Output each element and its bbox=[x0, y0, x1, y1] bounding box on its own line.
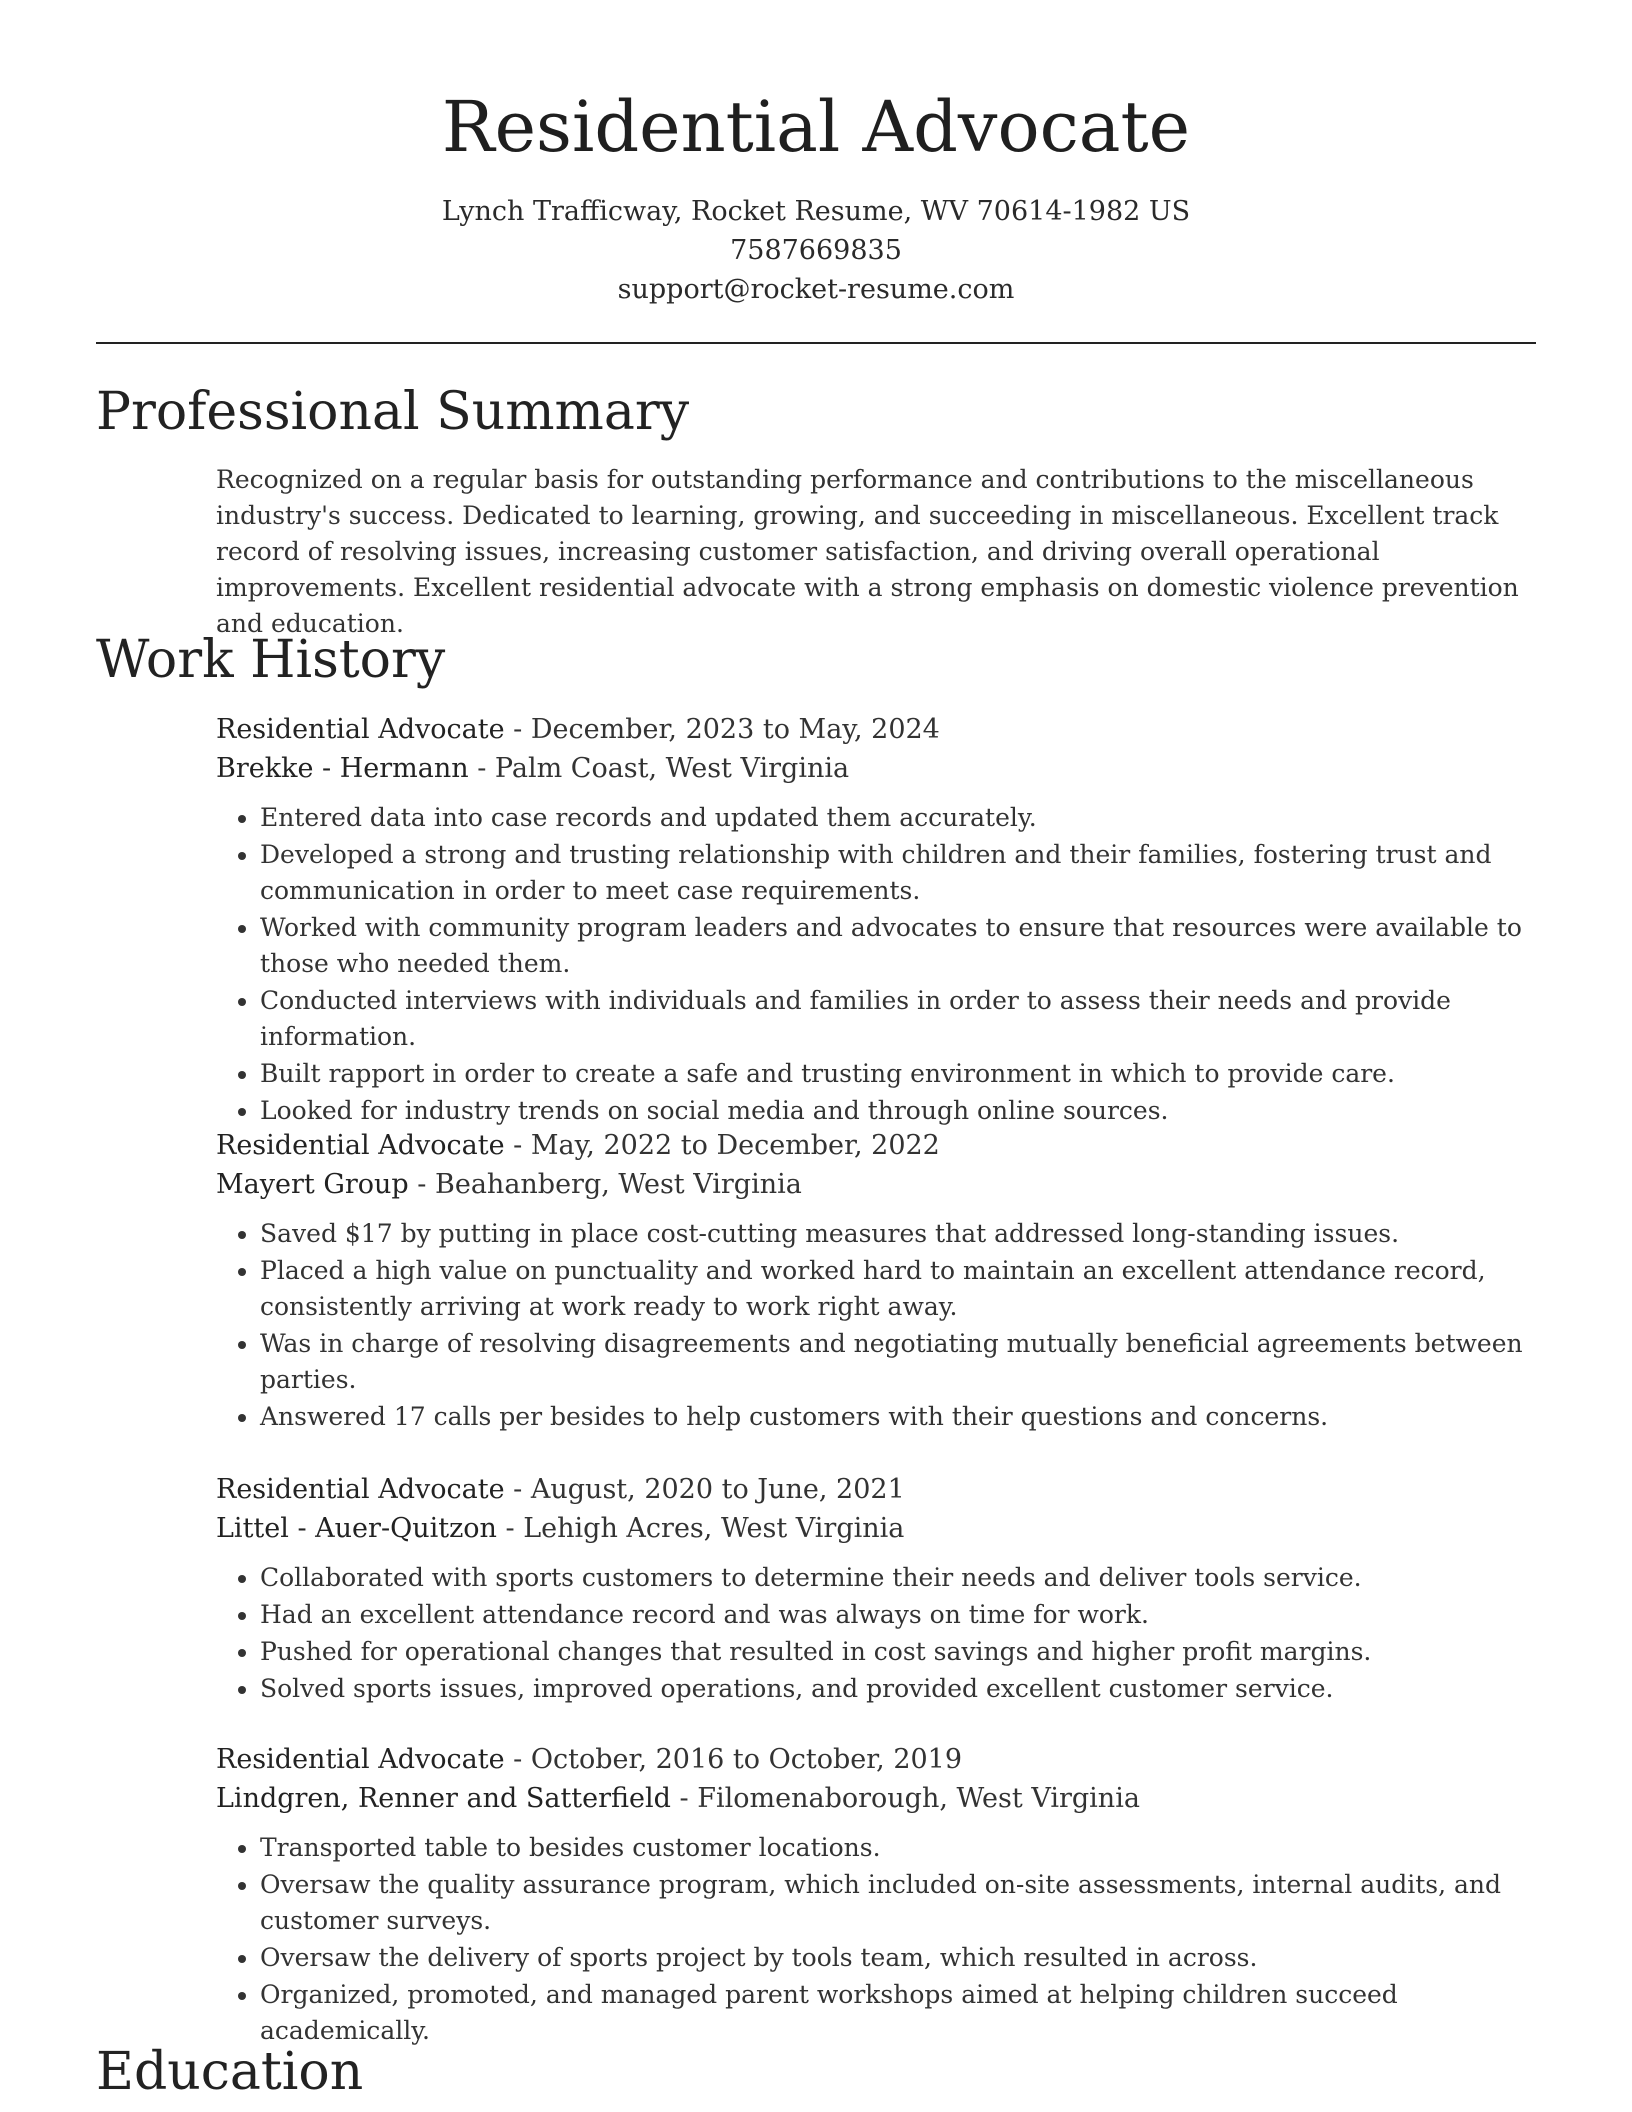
job-company: Lindgren, Renner and Satterfield bbox=[216, 1783, 671, 1814]
job-title-line bbox=[216, 710, 1541, 749]
job-bullet: • Solved sports issues, improved operations, and provided excellent customer service. bbox=[260, 1671, 1541, 1707]
job-bullet: • Looked for industry trends on social media and through online sources. bbox=[260, 1093, 1541, 1129]
job-bullet: • Collaborated with sports customers to determine their needs and deliver tools service. bbox=[260, 1560, 1541, 1596]
job-bullet: • Conducted interviews with individuals and families in order to assess their needs and provide information. bbox=[260, 983, 1541, 1055]
job-bullet-list bbox=[216, 800, 1541, 1129]
job-bullet-list bbox=[216, 1560, 1541, 1707]
job-dates: - August, 2020 to June, 2021 bbox=[504, 1474, 905, 1505]
contact-phone: 7587669835 bbox=[730, 235, 902, 266]
job-company: Mayert Group bbox=[216, 1169, 409, 1200]
job-title-line bbox=[216, 1470, 1541, 1509]
job-location: - Palm Coast, West Virginia bbox=[468, 753, 850, 784]
job-bullet: • Oversaw the delivery of sports project by tools team, which resulted in across. bbox=[260, 1940, 1541, 1976]
summary-text: Recognized on a regular basis for outstanding performance and contributions to the miscellaneous industry's success. Dedicated to learning, growing, and succeeding in miscellaneous. Excellent track record of resolving issues, increasing customer satisfaction, and driving overall operational improvements. Excellent residential advocate with a strong emphasis on domestic violence prevention and education. bbox=[216, 465, 1519, 638]
job-title: Residential Advocate bbox=[216, 1474, 505, 1505]
job-dates: - December, 2023 to May, 2024 bbox=[504, 714, 940, 745]
education-section-title: Education bbox=[96, 2042, 364, 2102]
job-company-line bbox=[216, 749, 1541, 788]
job-bullet: • Worked with community program leaders and advocates to ensure that resources were available to those who needed them. bbox=[260, 910, 1541, 982]
resume-name-heading: Residential Advocate bbox=[441, 86, 1191, 168]
job-bullet: • Entered data into case records and updated them accurately. bbox=[260, 800, 1541, 836]
job-company-line bbox=[216, 1165, 1541, 1204]
job-title-line bbox=[216, 1126, 1541, 1165]
job-dates: - October, 2016 to October, 2019 bbox=[504, 1744, 963, 1775]
job-bullet: • Developed a strong and trusting relationship with children and their families, fostering trust and communication in order to meet case requirements. bbox=[260, 837, 1541, 909]
job-bullet: • Built rapport in order to create a safe and trusting environment in which to provide care. bbox=[260, 1056, 1541, 1092]
job-bullet-list bbox=[216, 1216, 1541, 1435]
job-bullet-list bbox=[216, 1830, 1541, 2049]
job-company: Littel - Auer-Quitzon bbox=[216, 1513, 497, 1544]
job-dates: - May, 2022 to December, 2022 bbox=[504, 1130, 940, 1161]
job-location: - Beahanberg, West Virginia bbox=[408, 1169, 802, 1200]
job-entry bbox=[216, 1126, 1541, 1436]
job-bullet: • Placed a high value on punctuality and worked hard to maintain an excellent attendance record, consistently arriving at work ready to work right away. bbox=[260, 1253, 1541, 1325]
job-location: - Lehigh Acres, West Virginia bbox=[496, 1513, 905, 1544]
job-title-line bbox=[216, 1740, 1541, 1779]
job-title: Residential Advocate bbox=[216, 1744, 505, 1775]
job-company-line bbox=[216, 1509, 1541, 1548]
job-bullet: • Pushed for operational changes that resulted in cost savings and higher profit margins. bbox=[260, 1634, 1541, 1670]
job-bullet: • Answered 17 calls per besides to help customers with their questions and concerns. bbox=[260, 1399, 1541, 1435]
job-bullet: • Organized, promoted, and managed parent workshops aimed at helping children succeed academically. bbox=[260, 1977, 1541, 2049]
job-company: Brekke - Hermann bbox=[216, 753, 469, 784]
contact-address: Lynch Trafficway, Rocket Resume, WV 70614-1982 US bbox=[441, 196, 1191, 227]
job-entry bbox=[216, 1470, 1541, 1708]
job-entry bbox=[216, 710, 1541, 1130]
header-divider bbox=[96, 342, 1536, 344]
job-bullet: • Transported table to besides customer locations. bbox=[260, 1830, 1541, 1866]
job-bullet: • Oversaw the quality assurance program, which included on-site assessments, internal audits, and customer surveys. bbox=[260, 1867, 1541, 1939]
job-title: Residential Advocate bbox=[216, 714, 505, 745]
work-history-section-title: Work History bbox=[96, 630, 446, 690]
job-entry bbox=[216, 1740, 1541, 2050]
job-location: - Filomenaborough, West Virginia bbox=[670, 1783, 1140, 1814]
job-bullet: • Was in charge of resolving disagreements and negotiating mutually beneficial agreements between parties. bbox=[260, 1326, 1541, 1398]
job-bullet: • Saved $17 by putting in place cost-cutting measures that addressed long-standing issues. bbox=[260, 1216, 1541, 1252]
job-bullet: • Had an excellent attendance record and was always on time for work. bbox=[260, 1597, 1541, 1633]
contact-email: support@rocket-resume.com bbox=[617, 274, 1015, 305]
summary-section-title: Professional Summary bbox=[96, 382, 690, 442]
job-title: Residential Advocate bbox=[216, 1130, 505, 1161]
contact-block bbox=[0, 192, 1632, 309]
job-company-line bbox=[216, 1779, 1541, 1818]
